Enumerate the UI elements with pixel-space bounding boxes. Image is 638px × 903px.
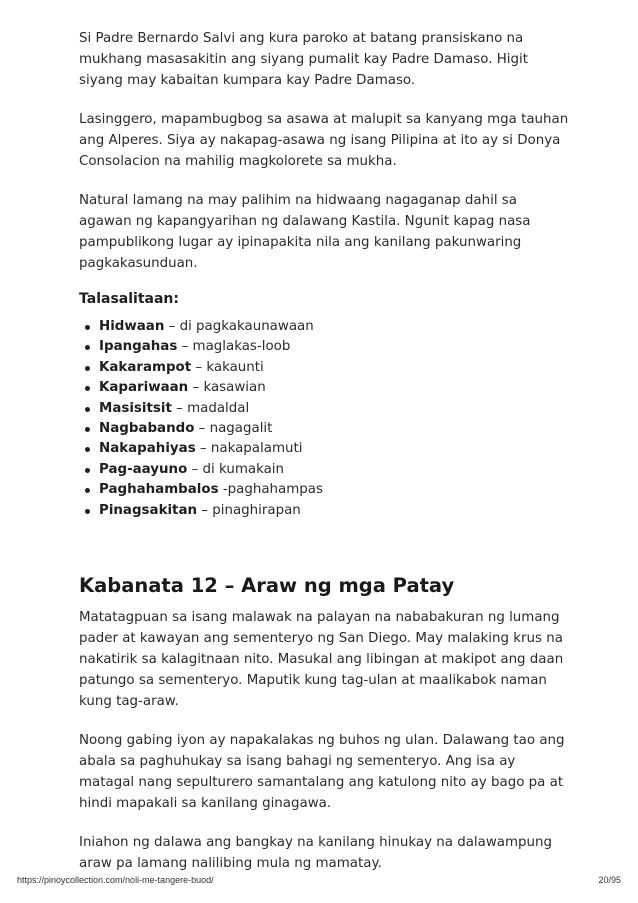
chapter-title: Kabanata 12 – Araw ng mga Patay	[79, 574, 455, 598]
paragraph-alperes: Lasinggero, mapambugbog sa asawa at malupit sa kanyang mga tauhan ang Alperes. Siya ay nakapag-asawa ng isang Pilipina at ito ay si Donya Consolacion na mahilig magkolorete sa mukha.	[79, 112, 569, 169]
vocab-def: nakapalamuti	[210, 441, 303, 457]
vocab-term: Nagbabando	[99, 421, 195, 437]
bullet-icon	[85, 407, 90, 412]
vocab-sep: –	[171, 400, 188, 416]
vocab-term: Paghahambalos	[99, 482, 219, 498]
vocab-item	[83, 460, 569, 480]
vocab-def: kakaunti	[206, 359, 264, 375]
vocab-sep: –	[187, 461, 203, 477]
vocab-def: di kumakain	[202, 461, 285, 477]
bullet-icon	[85, 427, 90, 432]
paragraph-sementeryo: Matatagpuan sa isang malawak na palayan na nababakuran ng lumang pader at kawayan ang sementeryo ng San Diego. May malaking krus na nakatirik sa kalagitnaan nito. Masukal ang libingan at makipot ang daan patungo sa sementeryo. Maputik kung tag-ulan at maalikabok naman kung tag-araw.	[79, 610, 564, 710]
vocab-def: kasawian	[203, 380, 266, 396]
vocab-item	[83, 378, 569, 398]
vocab-def: paghahampas	[227, 482, 323, 498]
paragraph-salvi: Si Padre Bernardo Salvi ang kura paroko at batang pransiskano na mukhang masasakitin ang siyang pumalit kay Padre Damaso. Higit siyang may kabaitan kumpara kay Padre Damaso.	[79, 31, 528, 88]
vocab-term: Ipangahas	[99, 339, 178, 355]
source-url-link[interactable]: https://pinoycollection.com/noli-me-tangere-buod/	[17, 875, 214, 885]
paragraph-hidwaan: Natural lamang na may palihim na hidwaang nagaganap dahil sa agawan ng kapangyarihan ng dalawang Kastila. Ngunit kapag nasa pampublikong lugar ay ipinapakita nila ang kanilang pakunwaring pagkakasunduan.	[79, 193, 531, 271]
vocab-sep: –	[194, 421, 210, 437]
vocab-item	[83, 399, 569, 419]
vocab-item	[83, 317, 569, 337]
vocab-sep: –	[191, 359, 207, 375]
vocab-sep: –	[164, 319, 180, 334]
bullet-icon	[85, 325, 90, 330]
vocab-item	[83, 439, 569, 459]
vocab-def: pinaghirapan	[212, 502, 301, 518]
vocab-def: di pagkakaunawaan	[179, 319, 314, 334]
bullet-icon	[85, 366, 90, 371]
vocab-item	[83, 480, 569, 500]
vocab-term: Pinagsakitan	[99, 502, 198, 518]
vocab-term: Kapariwaan	[99, 380, 189, 396]
vocab-item	[83, 419, 569, 439]
vocab-sep: –	[197, 502, 213, 518]
vocab-item	[83, 501, 569, 521]
vocab-sep: –	[195, 441, 211, 457]
vocab-term: Kakarampot	[99, 359, 192, 375]
bullet-icon	[85, 468, 90, 473]
vocab-item	[83, 337, 569, 357]
bullet-icon	[85, 386, 90, 391]
bullet-icon	[85, 488, 90, 493]
vocab-sep: –	[188, 380, 204, 396]
vocab-sep: –	[177, 339, 193, 355]
vocab-term: Masisitsit	[99, 400, 172, 416]
bullet-icon	[85, 345, 90, 350]
paragraph-bangkay: Iniahon ng dalawa ang bangkay na kanilang hinukay na dalawampung araw pa lamang nalilibing mula ng mamatay.	[79, 835, 553, 872]
page-number: 20/95	[598, 875, 621, 885]
vocab-list	[79, 317, 569, 521]
document-body	[79, 28, 569, 892]
vocab-item	[83, 358, 569, 378]
vocab-heading: Talasalitaan:	[79, 291, 179, 307]
vocab-def: madaldal	[187, 400, 250, 416]
vocab-def: maglakas-loob	[192, 339, 291, 355]
vocab-term: Pag-aayuno	[99, 461, 188, 477]
vocab-sep: -	[218, 482, 228, 498]
bullet-icon	[85, 509, 90, 514]
paragraph-gabi: Noong gabing iyon ay napakalakas ng buhos ng ulan. Dalawang tao ang abala sa paghuhukay sa isang bahagi ng sementeryo. Ang isa ay matagal nang sepulturero samantalang ang katulong nito ay bago pa at hindi mapakali sa kanilang ginagawa.	[79, 733, 565, 812]
page-footer	[17, 875, 621, 885]
vocab-term: Nakapahiyas	[99, 441, 196, 457]
bullet-icon	[85, 447, 90, 452]
vocab-term: Hidwaan	[99, 319, 165, 334]
vocab-def: nagagalit	[209, 421, 273, 437]
